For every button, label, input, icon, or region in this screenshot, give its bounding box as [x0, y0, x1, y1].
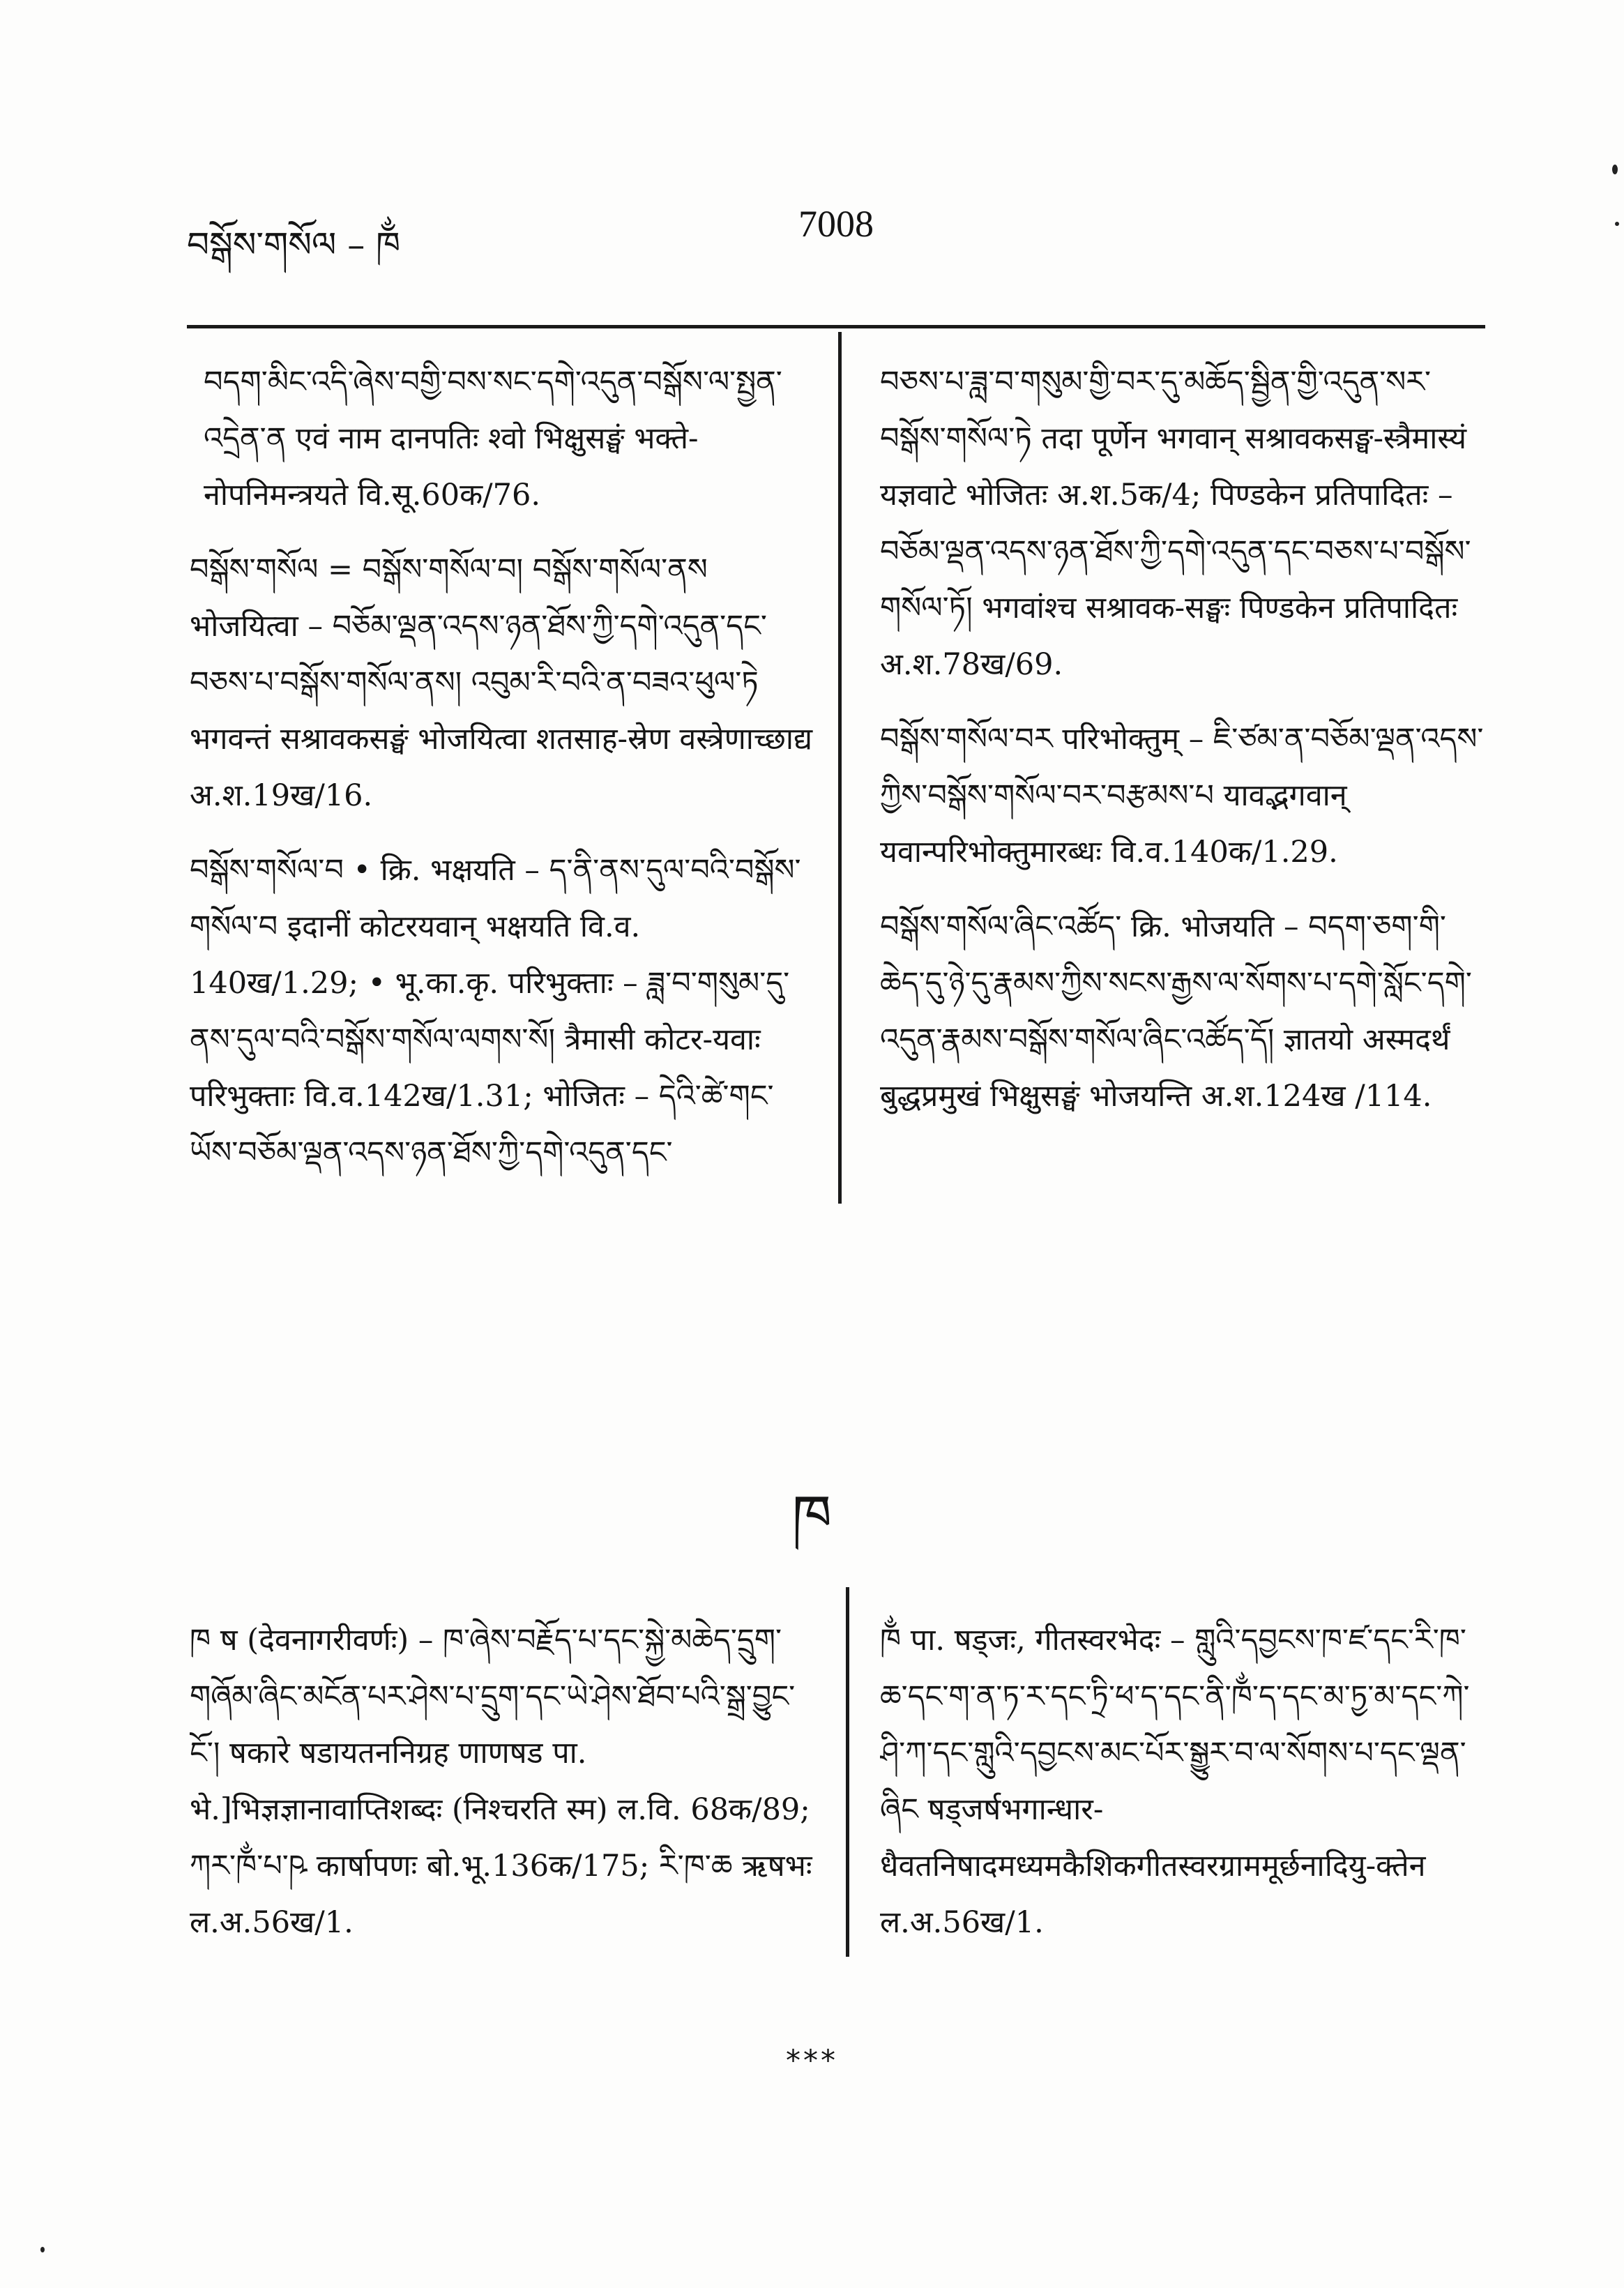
top-right-column: [880, 354, 1487, 1205]
bottom-right-column: [880, 1612, 1487, 1975]
bottom-left-column: [190, 1612, 817, 1975]
top-left-column: [190, 354, 817, 1205]
scan-speck: [1615, 222, 1619, 226]
header-rule: [187, 325, 1485, 328]
dictionary-entry: ཁྂ पा. षड्जः, गीतस्वरभेदः – གླུའི་དབྱངས་ཁ་ཛ་དང་རི་ཁ་ཆ་དང་ག་ན་ཏ་ར་དང་ཏྲི་ཕ་ད་དང་ནི་ཁྂ་ད་དང་མ་ཏྱ་མ་དང་ཀེ་ཤི་ཀ་དང་གླུའི་དབྱངས་མང་པོར་སྒྱུར་བ་ལ་སོགས་པ་དང་ལྡན་ཞིང षड्जर्षभगान्धार-धैवतनिषादमध्यमकैशिकगीतस्वरग्राममूर्छनादियु-क्तेन ल.अ.56ख/1.: [880, 1623, 1470, 1940]
section-letter: ཁ: [791, 1483, 833, 1550]
running-header: [0, 203, 1624, 265]
dictionary-entry: བཅས་པ་ཟླ་བ་གསུམ་གྱི་བར་དུ་མཆོད་སྦྱིན་གྱི་འདུན་སར་བསྒོས་གསོལ་ཏེ तदा पूर्णेन भगवान् सश्रावकसङ्घ-स्त्रैमास्यं यज्ञवाटे भोजितः अ.श.5क/4; पिण्डकेन प्रतिपादितः – བཅོམ་ལྡན་འདས་ཉན་ཐོས་ཀྱི་དགེ་འདུན་དང་བཅས་པ་བསྒོས་གསོལ་ཏོ། भगवांश्च सश्रावक-सङ्घः पिण्डकेन प्रतिपादितः अ.श.78ख/69.: [880, 365, 1471, 682]
running-head: བསྒོས་གསོལ – ཁྂ: [187, 225, 401, 265]
dictionary-entry: བསྒོས་གསོལ་བ • क्रि. भक्षयति – ད་ནི་ནས་དུལ་བའི་བསྒོས་གསོལ་བ इदानीं कोटरयवान् भक्षयति वि.व. 140ख/1.29; • भू.का.कृ. परिभुक्ताः – ཟླ་བ་གསུམ་དུ་ནས་དུལ་བའི་བསྒོས་གསོལ་ལགས་སོ། त्रैमासी कोटर-यवाः परिभुक्ताः वि.व.142ख/1.31; भोजितः – དེའི་ཚེ་གང་ཡོས་བཅོམ་ལྡན་འདས་ཉན་ཐོས་ཀྱི་དགེ་འདུན་དང་: [190, 853, 801, 1170]
dictionary-entry: བསྒོས་གསོལ = བསྒོས་གསོལ་བ། བསྒོས་གསོལ་ནས भोजयित्वा – བཅོམ་ལྡན་འདས་ཉན་ཐོས་ཀྱི་དགེ་འདུན་དང་བཅས་པ་བསྒོས་གསོལ་ནས། འབུམ་རི་བའི་ན་བཟའ་ཕུལ་ཏེ भगवन्तं सश्रावकसङ्घं भोजयित्वा शतसाह-स्रेण वस्त्रेणाच्छाद्य अ.श.19ख/16.: [190, 552, 813, 813]
top-column-divider: [838, 332, 842, 1204]
dictionary-entry: བསྒོས་གསོལ་བར परिभोक्तुम् – ཇི་ཙམ་ན་བཅོམ་ལྡན་འདས་ཀྱིས་བསྒོས་གསོལ་བར་བརྩམས་པ यावद्भगवान् यवान्परिभोक्तुमारब्धः वि.व.140क/1.29.: [880, 722, 1484, 870]
end-ornament: ***: [786, 2043, 838, 2077]
scan-speck: [1612, 165, 1618, 174]
dictionary-entry: བསྒོས་གསོལ་ཞིང་འཚོད་ क्रि. भोजयति – བདག་ཅག་གི་ཆེད་དུ་ཉེ་དུ་རྣམས་ཀྱིས་སངས་རྒྱས་ལ་སོགས་པ་དགེ་སློང་དགེ་འདུན་རྣམས་བསྒོས་གསོལ་ཞིང་འཚོད་དོ། ज्ञातयो अस्मदर्थं बुद्धप्रमुखं भिक्षुसङ्घं भोजयन्ति अ.श.124ख /114.: [880, 909, 1472, 1114]
scan-speck: [40, 2247, 45, 2252]
page-number: 7008: [798, 203, 874, 245]
dictionary-entry: ཁ ष (देवनागरीवर्णः) – ཁ་ཞེས་བརྗོད་པ་དང་སྐྱེ་མཆེད་དྲུག་གཞོམ་ཞིང་མངོན་པར་ཤེས་པ་དྲུག་དང་ཡེ་ཤེས་ཐོབ་པའི་སྒྲ་བྱུང་ངོ་། षकारे षडायतननिग्रह णाणषड पा. भे.]भिज्ञज्ञानावाप्तिशब्दः (निश्चरति स्म) ल.वि. 68क/89; ཀར་ཁྂ་པ་ཥ कार्षापणः बो.भू.136क/175; རི་ཁ་ཆ ऋषभः ल.अ.56ख/1.: [190, 1623, 812, 1940]
bottom-column-divider: [846, 1587, 849, 1957]
dictionary-entry: བདག་མིང་འདི་ཞེས་བགྱི་བས་སང་དགེ་འདུན་བསྒོས་ལ་སྤྱན་འདྲེན་ན एवं नाम दानपतिः श्वो भिक्षुसङ्घं भक्ते-नोपनिमन्त्रयते वि.सू.60क/76.: [204, 365, 782, 513]
